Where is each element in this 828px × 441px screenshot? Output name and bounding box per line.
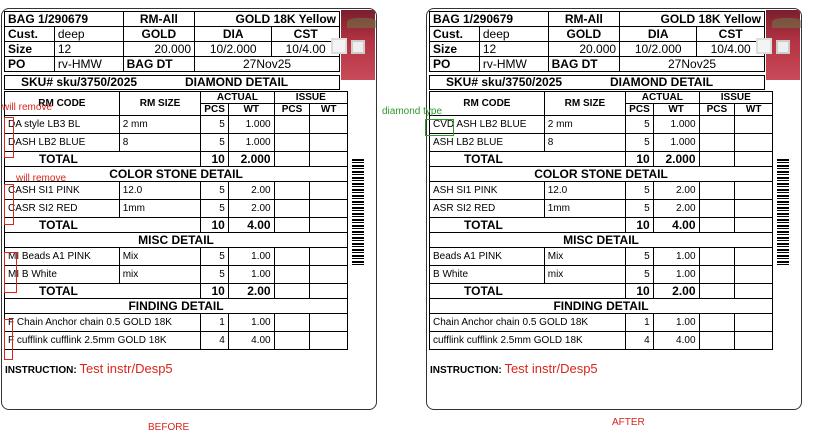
col-gold: GOLD	[123, 27, 194, 42]
color-stone-title: COLOR STONE DETAIL	[5, 167, 348, 182]
pcs: 5	[201, 248, 229, 266]
size-value: 12	[479, 42, 548, 57]
total-label: TOTAL	[5, 152, 201, 167]
remove-marker-diamond	[4, 117, 14, 158]
detail-table	[429, 91, 773, 350]
table-row	[5, 182, 348, 200]
bag-card-after	[426, 8, 802, 410]
total-wt: 2.00	[653, 284, 699, 299]
total-label: TOTAL	[430, 284, 626, 299]
issue-pcs-header: PCS	[699, 104, 735, 116]
rm-size: 1mm	[119, 200, 201, 218]
will-remove-note-2: will remove	[16, 173, 67, 184]
rm-size: mix	[119, 266, 201, 284]
wt: 1.000	[653, 134, 699, 152]
issue-pcs	[274, 134, 310, 152]
col-cst: CST	[697, 27, 765, 42]
table-row	[430, 314, 773, 332]
po-label: PO	[5, 57, 55, 72]
rm-size-header: RM SIZE	[544, 92, 625, 116]
table-row	[5, 116, 348, 134]
bag-number: BAG 1/290679	[430, 12, 549, 27]
rm-code: Beads A1 PINK	[430, 248, 545, 266]
total-wt: 2.000	[228, 152, 274, 167]
total-row	[5, 218, 348, 233]
cust-value: deep	[479, 27, 548, 42]
total-wt: 2.00	[228, 284, 274, 299]
rm-code: cufflink cufflink 2.5mm GOLD 18K	[430, 332, 626, 350]
actual-pcs-header: PCS	[201, 104, 229, 116]
misc-title: MISC DETAIL	[430, 233, 773, 248]
cust-label: Cust.	[430, 27, 480, 42]
total-pcs: 10	[201, 218, 229, 233]
table-row	[430, 200, 773, 218]
bag-date-value: 27Nov25	[195, 57, 340, 72]
table-row	[430, 182, 773, 200]
color-stone-title: COLOR STONE DETAIL	[430, 167, 773, 182]
issue-wt	[310, 116, 348, 134]
sku-bar	[429, 75, 765, 90]
instruction	[430, 361, 598, 379]
po-value: rv-HMW	[479, 57, 548, 72]
wt: 2.00	[653, 200, 699, 218]
detail-table	[4, 91, 348, 350]
sku-number: SKU# sku/3750/2025	[446, 75, 563, 89]
pcs: 5	[201, 116, 229, 134]
diamond-detail-title: DIAMOND DETAIL	[610, 75, 714, 89]
total-pcs: 10	[201, 284, 229, 299]
rm-code: ASR SI2 RED	[430, 200, 545, 218]
wt: 1.00	[228, 266, 274, 284]
wt: 1.00	[653, 248, 699, 266]
rm-code: CASH SI1 PINK	[5, 182, 120, 200]
instruction-label: INSTRUCTION:	[5, 365, 77, 376]
rm-size: 8	[544, 134, 625, 152]
diamond-detail-title: DIAMOND DETAIL	[185, 75, 289, 89]
table-row	[5, 200, 348, 218]
total-wt: 4.00	[653, 218, 699, 233]
rm-code: DASH LB2 BLUE	[5, 134, 120, 152]
issue-wt-header: WT	[310, 104, 348, 116]
instruction-label: INSTRUCTION:	[430, 365, 502, 376]
pcs: 1	[201, 314, 229, 332]
total-label: TOTAL	[5, 218, 201, 233]
table-row	[5, 314, 348, 332]
rm-size-header: RM SIZE	[119, 92, 201, 116]
table-row	[430, 248, 773, 266]
table-row	[5, 332, 348, 350]
will-remove-note-1: will remove	[2, 102, 53, 113]
bag-date-value: 27Nov25	[620, 57, 765, 72]
actual-wt-header: WT	[228, 104, 274, 116]
bag-date-label: BAG DT	[123, 57, 194, 72]
pcs: 5	[626, 182, 654, 200]
cst-value: 10/4.00	[697, 42, 765, 57]
rm-code: B White	[430, 266, 545, 284]
rm-type: RM-All	[123, 12, 194, 27]
actual-pcs-header: PCS	[626, 104, 654, 116]
gold-value: 20.000	[123, 42, 194, 57]
diamond-type-marker	[425, 119, 454, 136]
wt: 1.00	[228, 248, 274, 266]
bag-header-table	[4, 11, 340, 72]
rm-code: ASH SI1 PINK	[430, 182, 545, 200]
rm-size: 12.0	[119, 182, 201, 200]
wt: 2.00	[653, 182, 699, 200]
rm-size: 2 mm	[544, 116, 625, 134]
wt: 2.00	[228, 200, 274, 218]
size-label: Size	[5, 42, 55, 57]
table-row	[430, 116, 773, 134]
issue-pcs-header: PCS	[274, 104, 310, 116]
rm-size: 12.0	[544, 182, 625, 200]
total-row	[5, 152, 348, 167]
rm-size: mix	[544, 266, 625, 284]
issue-wt	[310, 134, 348, 152]
pcs: 1	[626, 314, 654, 332]
dia-value: 10/2.000	[195, 42, 272, 57]
table-row	[430, 332, 773, 350]
instruction	[5, 361, 173, 379]
rm-size: Mix	[544, 248, 625, 266]
bag-card-before	[1, 8, 377, 410]
issue-header: ISSUE	[274, 92, 347, 104]
col-dia: DIA	[195, 27, 272, 42]
pcs: 5	[626, 134, 654, 152]
cst-value: 10/4.00	[272, 42, 340, 57]
rm-code: CASR SI2 RED	[5, 200, 120, 218]
col-dia: DIA	[620, 27, 697, 42]
po-label: PO	[430, 57, 480, 72]
sku-bar	[4, 75, 340, 90]
after-caption: AFTER	[612, 417, 645, 428]
rm-code: F cufflink cufflink 2.5mm GOLD 18K	[5, 332, 201, 350]
gold-type: GOLD 18K Yellow	[195, 12, 340, 27]
total-label: TOTAL	[430, 218, 626, 233]
sku-number: SKU# sku/3750/2025	[21, 75, 138, 89]
cust-label: Cust.	[5, 27, 55, 42]
wt: 4.00	[228, 332, 274, 350]
rm-code: Chain Anchor chain 0.5 GOLD 18K	[430, 314, 626, 332]
total-row	[430, 218, 773, 233]
remove-marker-misc	[4, 252, 17, 293]
total-wt: 2.000	[653, 152, 699, 167]
gold-type: GOLD 18K Yellow	[620, 12, 765, 27]
rm-code: F Chain Anchor chain 0.5 GOLD 18K	[5, 314, 201, 332]
bag-date-label: BAG DT	[548, 57, 619, 72]
rm-code: MI B White	[5, 266, 120, 284]
issue-header: ISSUE	[699, 92, 772, 104]
rm-code-header: RM CODE	[5, 92, 120, 116]
issue-pcs	[274, 116, 310, 134]
rm-code: ASH LB2 BLUE	[430, 134, 545, 152]
pcs: 4	[201, 332, 229, 350]
table-row	[430, 266, 773, 284]
rm-code: DA style LB3 BL	[5, 116, 120, 134]
total-pcs: 10	[626, 218, 654, 233]
size-value: 12	[54, 42, 123, 57]
total-row	[430, 152, 773, 167]
rm-code: MI Beads A1 PINK	[5, 248, 120, 266]
pcs: 5	[626, 266, 654, 284]
pcs: 5	[201, 134, 229, 152]
po-value: rv-HMW	[54, 57, 123, 72]
wt: 1.00	[228, 314, 274, 332]
rm-size: Mix	[119, 248, 201, 266]
instruction-value: Test instr/Desp5	[79, 361, 173, 376]
wt: 1.000	[228, 116, 274, 134]
instruction-value: Test instr/Desp5	[504, 361, 598, 376]
wt: 1.000	[228, 134, 274, 152]
total-label: TOTAL	[430, 152, 626, 167]
col-cst: CST	[272, 27, 340, 42]
finding-title: FINDING DETAIL	[430, 299, 773, 314]
rm-size: 1mm	[544, 200, 625, 218]
pcs: 5	[626, 200, 654, 218]
pcs: 5	[201, 200, 229, 218]
rm-type: RM-All	[548, 12, 619, 27]
actual-wt-header: WT	[653, 104, 699, 116]
wt: 2.00	[228, 182, 274, 200]
barcode-icon	[777, 159, 789, 267]
col-gold: GOLD	[548, 27, 619, 42]
rm-code: CVD ASH LB2 BLUE	[430, 116, 545, 134]
table-row	[5, 134, 348, 152]
gold-value: 20.000	[548, 42, 619, 57]
rm-size: 8	[119, 134, 201, 152]
total-row	[5, 284, 348, 299]
total-label: TOTAL	[5, 284, 201, 299]
wt: 1.00	[653, 314, 699, 332]
pcs: 5	[626, 248, 654, 266]
wt: 4.00	[653, 332, 699, 350]
total-row	[430, 284, 773, 299]
pcs: 5	[201, 182, 229, 200]
pcs: 4	[626, 332, 654, 350]
total-pcs: 10	[626, 284, 654, 299]
pcs: 5	[201, 266, 229, 284]
issue-wt-header: WT	[735, 104, 773, 116]
table-row	[5, 248, 348, 266]
actual-header: ACTUAL	[201, 92, 274, 104]
wt: 1.000	[653, 116, 699, 134]
remove-marker-color	[4, 184, 14, 225]
cust-value: deep	[54, 27, 123, 42]
table-row	[5, 266, 348, 284]
actual-header: ACTUAL	[626, 92, 699, 104]
size-label: Size	[430, 42, 480, 57]
wt: 1.00	[653, 266, 699, 284]
total-pcs: 10	[626, 152, 654, 167]
earring-photo	[341, 10, 375, 80]
bag-header-table	[429, 11, 765, 72]
dia-value: 10/2.000	[620, 42, 697, 57]
earring-photo	[766, 10, 800, 80]
table-row	[430, 134, 773, 152]
remove-marker-finding	[4, 319, 13, 360]
before-caption: BEFORE	[148, 422, 190, 433]
finding-title: FINDING DETAIL	[5, 299, 348, 314]
misc-title: MISC DETAIL	[5, 233, 348, 248]
rm-size: 2 mm	[119, 116, 201, 134]
barcode-icon	[352, 159, 364, 267]
diamond-type-note: diamond type	[382, 106, 443, 117]
rm-code-header: RM CODE	[430, 92, 545, 116]
pcs: 5	[626, 116, 654, 134]
bag-number: BAG 1/290679	[5, 12, 124, 27]
total-pcs: 10	[201, 152, 229, 167]
total-wt: 4.00	[228, 218, 274, 233]
